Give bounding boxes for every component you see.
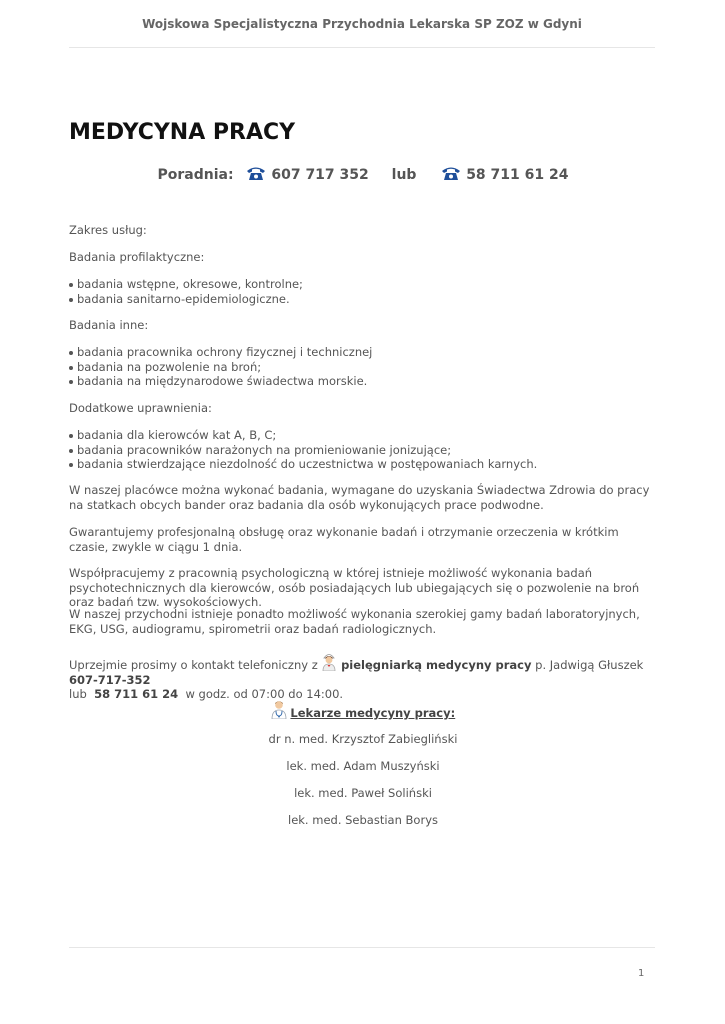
paragraph: W naszej placówce można wykonać badania, wymagane do uzyskania Świadectwa Zdrowia do pracy na statkach obcych bander oraz badania dla osób wykonujących prace podwodne. bbox=[69, 483, 650, 512]
additional-list bbox=[69, 428, 657, 472]
nurse-title: pielęgniarką medycyny pracy bbox=[341, 658, 532, 672]
paragraph: Współpracujemy z pracownią psychologiczną w której istnieje możliwość wykonania badań psychotechnicznych dla kierowców, osób posiadających lub ubiegających się o pozwolenie na broń oraz badań tzw. wysokościowych. bbox=[69, 566, 640, 610]
nurse-icon bbox=[321, 651, 337, 671]
profilactic-list bbox=[69, 277, 657, 306]
paragraph: W naszej przychodni istnieje ponadto możliwość wykonania szerokiej gamy badań laboratoryjnych, EKG, USG, audiogramu, spirometrii oraz badań radiologicznych. bbox=[69, 607, 640, 636]
list-item: badania na pozwolenie na broń; bbox=[69, 360, 657, 375]
phone-separator: lub bbox=[391, 167, 417, 183]
doctor-name: dr n. med. Krzysztof Zabiegliński bbox=[268, 732, 458, 746]
scope-label: Zakres usług: bbox=[69, 223, 147, 237]
contact-hours: w godz. od 07:00 do 14:00. bbox=[185, 687, 344, 702]
contact-phone-1[interactable]: 607-717-352 bbox=[69, 672, 151, 687]
additional-heading: Dodatkowe uprawnienia: bbox=[69, 401, 212, 415]
list-item: badania na międzynarodowe świadectwa morskie. bbox=[69, 374, 657, 389]
list-item: badania dla kierowców kat A, B, C; bbox=[69, 428, 657, 443]
other-list bbox=[69, 345, 657, 389]
telephone-icon bbox=[246, 165, 266, 181]
doctors-heading: Lekarze medycyny pracy: bbox=[290, 706, 456, 720]
contact-paragraph bbox=[69, 651, 657, 702]
doctor-name: lek. med. Paweł Soliński bbox=[294, 786, 432, 800]
telephone-icon bbox=[441, 165, 461, 181]
clinic-phones bbox=[69, 165, 657, 183]
contact-phone-2[interactable]: 58 711 61 24 bbox=[94, 687, 179, 702]
nurse-name: p. Jadwigą Głuszek bbox=[535, 658, 644, 672]
page-number: 1 bbox=[638, 968, 645, 979]
profilactic-heading: Badania profilaktyczne: bbox=[69, 250, 205, 264]
doctor-icon bbox=[271, 699, 287, 719]
contact-connector: lub bbox=[69, 687, 87, 702]
list-item: badania sanitarno-epidemiologiczne. bbox=[69, 292, 657, 307]
page-header bbox=[69, 0, 655, 48]
doctor-name: lek. med. Sebastian Borys bbox=[288, 813, 438, 827]
phone-number-1[interactable]: 607 717 352 bbox=[271, 167, 369, 183]
list-item: badania stwierdzające niezdolność do uczestnictwa w postępowaniach karnych. bbox=[69, 457, 657, 472]
paragraph: Gwarantujemy profesjonalną obsługę oraz wykonanie badań i otrzymanie orzeczenia w krótkim czasie, zwykle w ciągu 1 dnia. bbox=[69, 525, 619, 554]
contact-prefix: Uprzejmie prosimy o kontakt telefoniczny z bbox=[69, 658, 318, 672]
page-title: MEDYCYNA PRACY bbox=[69, 120, 296, 145]
list-item: badania wstępne, okresowe, kontrolne; bbox=[69, 277, 657, 292]
footer-divider bbox=[69, 947, 655, 948]
other-heading: Badania inne: bbox=[69, 318, 149, 332]
doctor-name: lek. med. Adam Muszyński bbox=[286, 759, 440, 773]
list-item: badania pracownika ochrony fizycznej i technicznej bbox=[69, 345, 657, 360]
phones-label: Poradnia: bbox=[157, 167, 234, 183]
doctors-heading-row bbox=[69, 699, 657, 720]
header-title: Wojskowa Specjalistyczna Przychodnia Lekarska SP ZOZ w Gdyni bbox=[142, 17, 582, 31]
phone-number-2[interactable]: 58 711 61 24 bbox=[466, 167, 569, 183]
list-item: badania pracowników narażonych na promieniowanie jonizujące; bbox=[69, 443, 657, 458]
